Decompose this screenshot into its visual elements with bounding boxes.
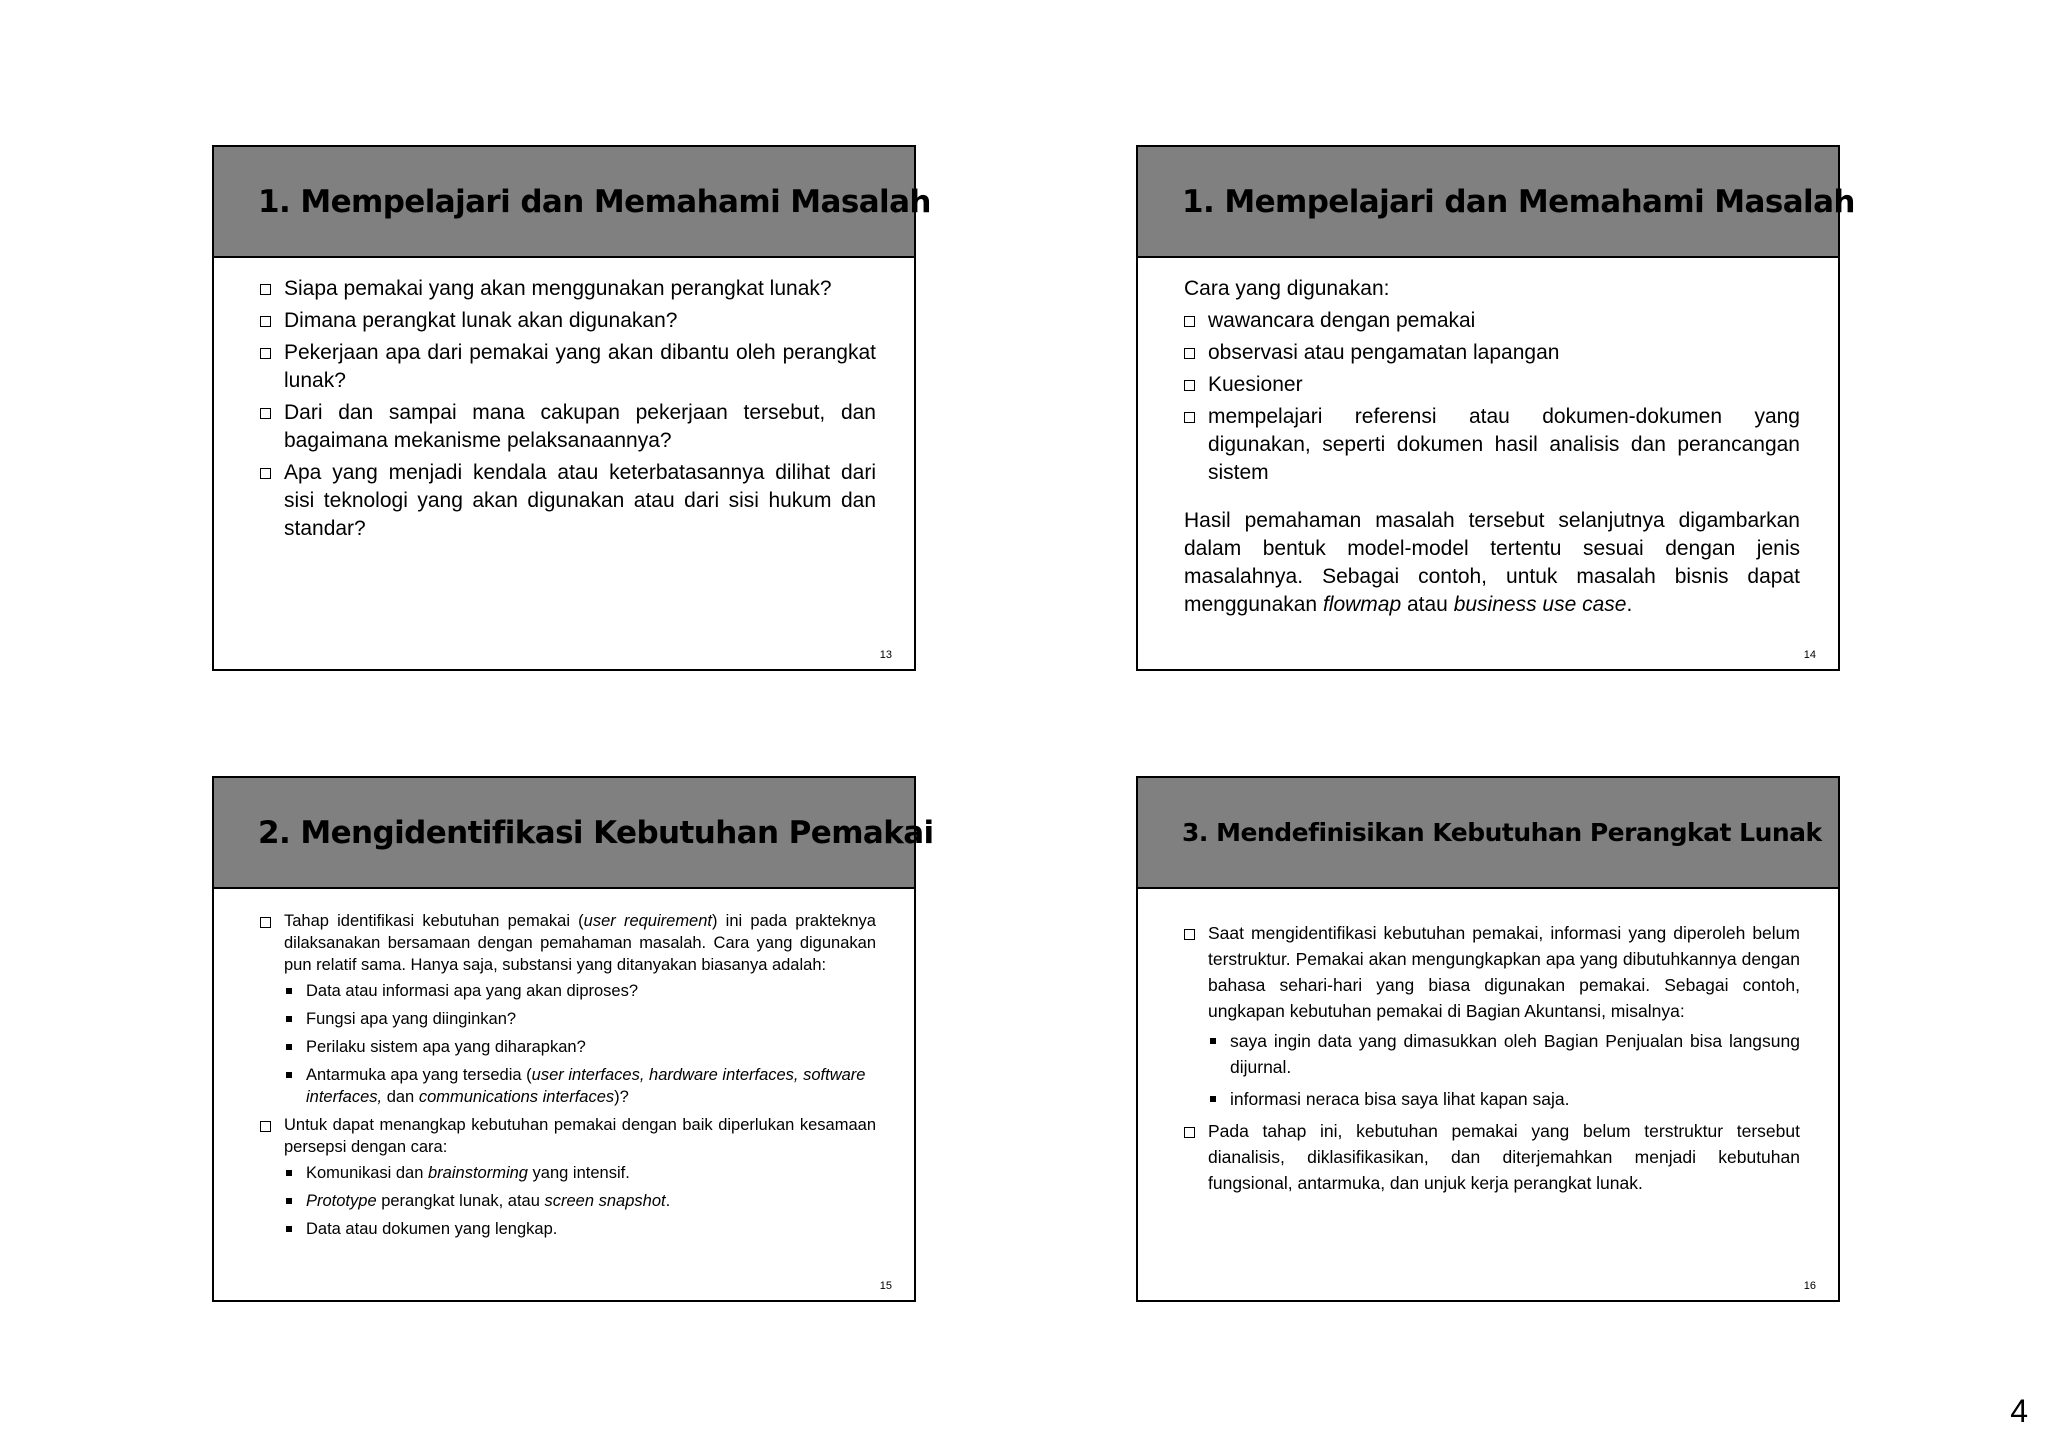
slide-header [214, 778, 934, 889]
slide-header [214, 147, 931, 258]
checkbox-bullet-icon [260, 348, 271, 359]
checkbox-bullet-icon [260, 917, 271, 928]
slide-body [1184, 275, 1800, 619]
square-bullet-icon [286, 1170, 292, 1176]
checkbox-bullet-icon [1184, 348, 1195, 359]
square-bullet-icon [286, 1198, 292, 1204]
sub-list-item: Perilaku sistem apa yang diharapkan? [282, 1036, 876, 1058]
square-bullet-icon [1210, 1096, 1216, 1102]
slide-number: 16 [1803, 1280, 1816, 1292]
list-item: mempelajari referensi atau dokumen-dokumen yang digunakan, seperti dokumen hasil analisis dan perancangan sistem [1184, 403, 1800, 487]
checkbox-bullet-icon [1184, 380, 1195, 391]
checkbox-bullet-icon [260, 1121, 271, 1132]
list-item: Dari dan sampai mana cakupan pekerjaan tersebut, dan bagaimana mekanisme pelaksanaannya? [260, 399, 876, 455]
list-item: Tahap identifikasi kebutuhan pemakai (user requirement) ini pada prakteknya dilaksanakan bersamaan dengan pemahaman masalah. Cara yang digunakan pun relatif sama. Hanya saja, substansi yang ditanyakan biasanya adalah: Data atau informasi apa yang akan diproses? Fungsi apa yang diinginkan? Perilaku sistem apa yang diharapkan? Antarmuka apa yang tersedia (user interfaces, hardware interfaces, software interfaces, dan communications interfaces)? [260, 910, 876, 1108]
checkbox-bullet-icon [1184, 929, 1195, 940]
checkbox-bullet-icon [260, 408, 271, 419]
list-item: Pekerjaan apa dari pemakai yang akan dibantu oleh perangkat lunak? [260, 339, 876, 395]
checkbox-bullet-icon [1184, 316, 1195, 327]
slide-13 [212, 145, 931, 671]
sub-list-item: Antarmuka apa yang tersedia (user interfaces, hardware interfaces, software interfaces, dan communications interfaces)? [282, 1064, 876, 1108]
slide-14 [1136, 145, 1855, 671]
slide-title: 2. Mengidentifikasi Kebutuhan Pemakai [258, 814, 934, 851]
slide-body [260, 910, 876, 1246]
list-item: Pada tahap ini, kebutuhan pemakai yang belum terstruktur tersebut dianalisis, diklasifikasikan, dan diterjemahkan menjadi kebutuhan fungsional, antarmuka, dan unjuk kerja perangkat lunak. [1184, 1118, 1800, 1196]
slide-number: 15 [879, 1280, 892, 1292]
sub-list-item: Prototype perangkat lunak, atau screen snapshot. [282, 1190, 876, 1212]
slide-title: 1. Mempelajari dan Memahami Masalah [258, 183, 931, 220]
summary-paragraph: Hasil pemahaman masalah tersebut selanjutnya digambarkan dalam bentuk model-model tertentu sesuai dengan jenis masalahnya. Sebagai contoh, untuk masalah bisnis dapat menggunakan flowmap atau business use case. [1184, 509, 1800, 616]
slide-header [1138, 147, 1855, 258]
slide-title: 3. Mendefinisikan Kebutuhan Perangkat Lunak [1182, 818, 1822, 847]
slide-title: 1. Mempelajari dan Memahami Masalah [1182, 183, 1855, 220]
checkbox-bullet-icon [1184, 1127, 1195, 1138]
slide-number: 13 [879, 649, 892, 661]
list-item: Kuesioner [1184, 371, 1800, 399]
checkbox-bullet-icon [260, 284, 271, 295]
slide-16 [1136, 776, 1840, 1302]
sub-list-item: Fungsi apa yang diinginkan? [282, 1008, 876, 1030]
sub-list-item: Komunikasi dan brainstorming yang intensif. [282, 1162, 876, 1184]
sub-list-item: informasi neraca bisa saya lihat kapan saja. [1206, 1086, 1800, 1112]
checkbox-bullet-icon [1184, 412, 1195, 423]
sub-list-item: saya ingin data yang dimasukkan oleh Bagian Penjualan bisa langsung dijurnal. [1206, 1028, 1800, 1080]
list-item: Siapa pemakai yang akan menggunakan perangkat lunak? [260, 275, 876, 303]
intro-text: Cara yang digunakan: [1184, 277, 1390, 300]
square-bullet-icon [286, 988, 292, 994]
page-number: 4 [2010, 1393, 2028, 1429]
square-bullet-icon [286, 1226, 292, 1232]
square-bullet-icon [1210, 1038, 1216, 1044]
sub-list-item: Data atau informasi apa yang akan diproses? [282, 980, 876, 1002]
square-bullet-icon [286, 1072, 292, 1078]
checkbox-bullet-icon [260, 468, 271, 479]
list-item: wawancara dengan pemakai [1184, 307, 1800, 335]
slide-body [1184, 920, 1800, 1199]
slide-body [260, 275, 876, 546]
square-bullet-icon [286, 1016, 292, 1022]
slide-15 [212, 776, 934, 1302]
list-item: Untuk dapat menangkap kebutuhan pemakai dengan baik diperlukan kesamaan persepsi dengan cara: Komunikasi dan brainstorming yang intensif. Prototype perangkat lunak, atau screen snapshot. Data atau dokumen yang lengkap. [260, 1114, 876, 1240]
slide-number: 14 [1803, 649, 1816, 661]
slide-header [1138, 778, 1838, 889]
list-item: observasi atau pengamatan lapangan [1184, 339, 1800, 367]
checkbox-bullet-icon [260, 316, 271, 327]
square-bullet-icon [286, 1044, 292, 1050]
list-item: Saat mengidentifikasi kebutuhan pemakai, informasi yang diperoleh belum terstruktur. Pemakai akan mengungkapkan apa yang dibutuhkannya dengan bahasa sehari-hari yang biasa digunakan pemakai. Sebagai contoh, ungkapan kebutuhan pemakai di Bagian Akuntansi, misalnya: saya ingin data yang dimasukkan oleh Bagian Penjualan bisa langsung dijurnal. informasi neraca bisa saya lihat kapan saja. [1184, 920, 1800, 1112]
list-item: Dimana perangkat lunak akan digunakan? [260, 307, 876, 335]
sub-list-item: Data atau dokumen yang lengkap. [282, 1218, 876, 1240]
list-item: Apa yang menjadi kendala atau keterbatasannya dilihat dari sisi teknologi yang akan digunakan atau dari sisi hukum dan standar? [260, 459, 876, 543]
